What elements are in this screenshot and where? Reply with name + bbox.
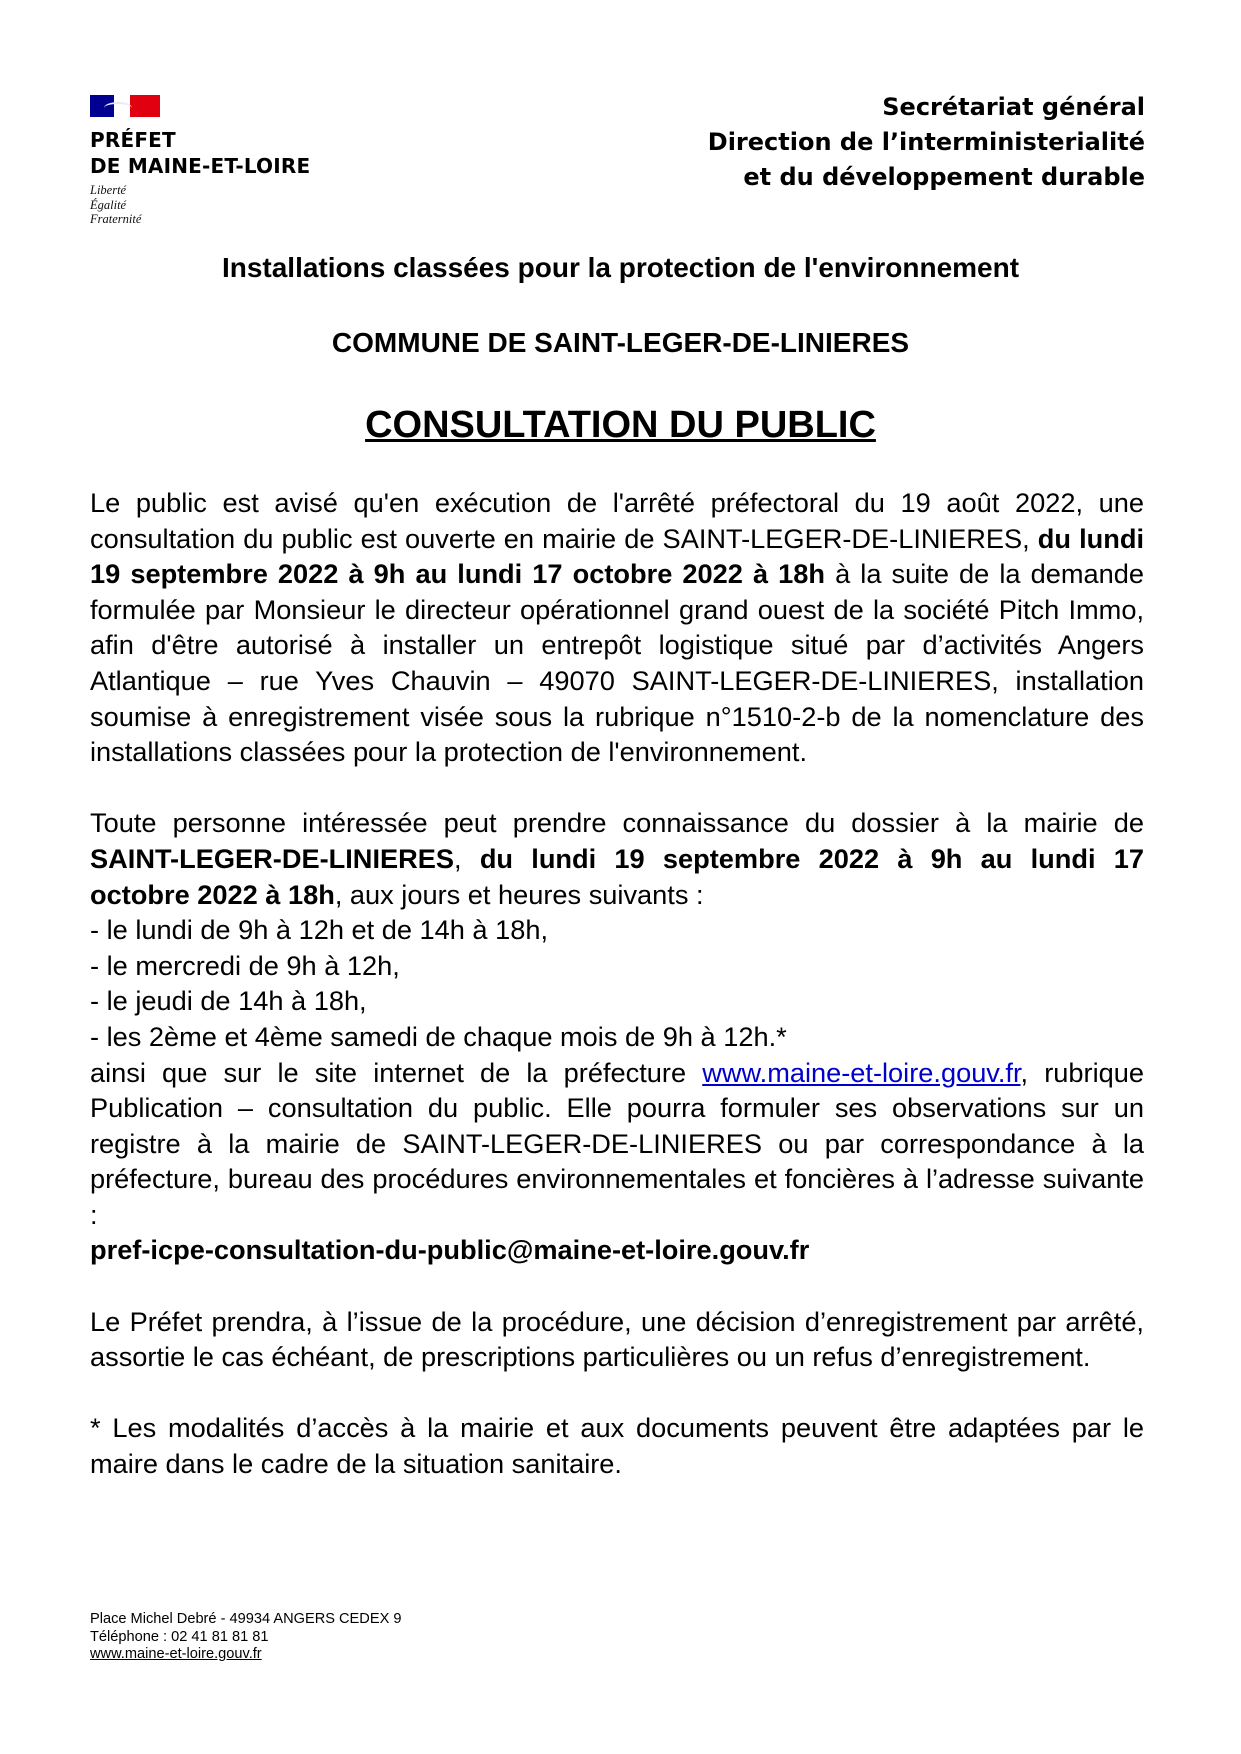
p1-text-b: à la suite de la demande formulée par Monsieur le directeur opérationnel grand ouest de la société Pitch Immo, afin d'être autorisé à installer un entrepôt logistique situé par d’activités Angers Atlantique – rue Yves Chauvin – 49070 SAINT-LEGER-DE-LINIERES, installation soumise à enregistrement visée sous la rubrique n°1510-2-b de la nomenclature des installations classées pour la protection de l'environnement. xyxy=(90,558,1144,768)
service-line-3: et du développement durable xyxy=(743,163,1145,191)
paragraph-4: Le Préfet prendra, à l’issue de la procédure, une décision d’enregistrement par arrêté, assortie le cas échéant, de prescriptions particulières ou un refus d’enregistrement. xyxy=(90,1305,1144,1373)
devise-egalite: Égalité xyxy=(90,197,127,212)
category-title: Installations classées pour la protection de l'environnement xyxy=(221,252,1020,283)
prefecture-logo xyxy=(90,95,410,227)
p1-dates: du lundi 19 septembre 2022 à 9h au lundi 17 octobre 2022 à 18h xyxy=(90,522,1144,590)
marianne-flag-icon xyxy=(90,95,160,121)
footer xyxy=(90,1611,401,1664)
p1-text-a: Le public est avisé qu'en exécution de l'arrêté préfectoral du 19 août 2022, une consultation du public est ouverte en mairie de SAINT-LEGER-DE-LINIERES, xyxy=(90,487,1144,554)
prefet-line-2: DE MAINE-ET-LOIRE xyxy=(90,154,311,178)
devise xyxy=(90,183,410,227)
p2-text-b: , aux jours et heures suivants : xyxy=(334,878,704,910)
schedule-item: - les 2ème et 4ème samedi de chaque mois de 9h à 12h.* xyxy=(90,1020,787,1052)
footer-phone: Téléphone : 02 41 81 81 81 xyxy=(90,1628,269,1645)
service-line-2: Direction de l’interministerialité xyxy=(707,128,1145,156)
p3-text-b: , rubrique Publication – consultation du public. Elle pourra formuler ses observations sur un registre à la mairie de SAINT-LEGER-DE-LINIERES ou par correspondance à la préfecture, bureau des procédures environnementales et foncières à l’adresse suivante : xyxy=(90,1056,1144,1230)
devise-fraternite: Fraternité xyxy=(90,212,142,226)
prefecture-website-link[interactable]: www.maine-et-loire.gouv.fr xyxy=(702,1056,1021,1088)
notice-body xyxy=(90,485,1144,1482)
schedule-item: - le lundi de 9h à 12h et de 14h à 18h, xyxy=(90,914,549,946)
paragraph-5: * Les modalités d’accès à la mairie et aux documents peuvent être adaptées par le maire dans le cadre de la situation sanitaire. xyxy=(90,1412,1144,1480)
schedule-item: - le mercredi de 9h à 12h, xyxy=(90,949,400,981)
p2-text-a: Toute personne intéressée peut prendre connaissance du dossier à la mairie de xyxy=(90,807,1144,839)
prefet-name xyxy=(90,127,410,179)
footer-website-link[interactable]: www.maine-et-loire.gouv.fr xyxy=(90,1646,262,1662)
service-line-1: Secrétariat général xyxy=(882,93,1145,121)
email-address: pref-icpe-consultation-du-public@maine-et-loire.gouv.fr xyxy=(90,1234,810,1266)
p2-dates: du lundi 19 septembre 2022 à 9h au lundi 17 octobre 2022 à 18h xyxy=(90,842,1144,910)
commune-title: COMMUNE DE SAINT-LEGER-DE-LINIERES xyxy=(331,327,910,358)
footer-address: Place Michel Debré - 49934 ANGERS CEDEX 9 xyxy=(90,1611,402,1627)
paragraph-1 xyxy=(90,485,1144,770)
service-heading xyxy=(708,90,1145,195)
schedule-item: - le jeudi de 14h à 18h, xyxy=(90,985,367,1017)
contact-email xyxy=(90,1232,1144,1268)
notice-title: CONSULTATION DU PUBLIC xyxy=(365,404,876,446)
p2-sep: , xyxy=(454,842,480,874)
p3-text-a: ainsi que sur le site internet de la préfecture xyxy=(90,1056,703,1088)
paragraph-2 xyxy=(90,805,1144,912)
prefet-line-1: PRÉFET xyxy=(90,128,176,152)
p2-town: SAINT-LEGER-DE-LINIERES xyxy=(90,842,455,874)
devise-liberte: Liberté xyxy=(90,183,127,197)
paragraph-3 xyxy=(90,1055,1144,1233)
